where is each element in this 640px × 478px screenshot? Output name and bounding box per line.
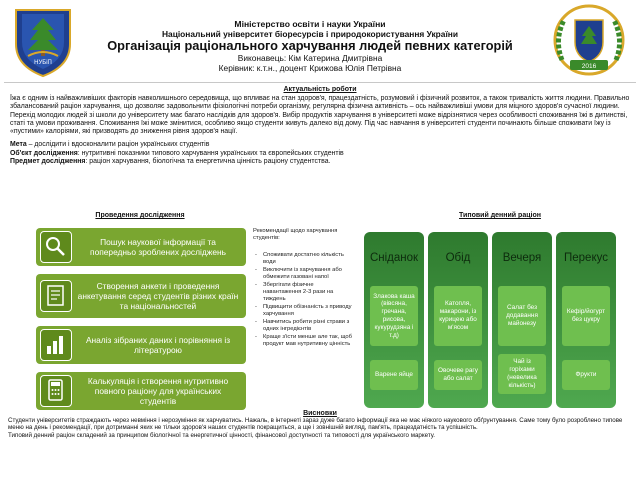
search-info-icon [40, 231, 72, 263]
goal-label: Мета [10, 141, 27, 149]
conclusions-section [8, 417, 632, 439]
recommendation-item: - Споживати достатню кількість води [253, 252, 353, 266]
meal-extra-card: Фрукти [562, 360, 610, 390]
research-step-label: Калькуляція і створення нутритивно повного раціону для українських студентів [87, 376, 229, 406]
recommendations-title: Рекомендації щодо харчування студентів: [253, 228, 338, 241]
meal-name: Обід [445, 252, 471, 264]
meal-main-card: Салат без додавання майонезу [498, 286, 546, 346]
conclusions-title: Висновки [303, 410, 337, 417]
recommendation-item: - Збергігати фізичне навантаження 2-3 рази на тиждень [253, 282, 353, 303]
meal-main-card: Кефір/йогурт без цукру [562, 286, 610, 346]
research-step-label: Аналіз зібраних даних і порівняння із літературою [85, 335, 231, 355]
research-step-label: Створення анкети і проведення анкетування серед студентів різних країн та національностей [77, 281, 239, 311]
meal-extra-card: Варене яйце [370, 360, 418, 390]
meal-extra-card: Чай із горіхами (невелика кількість) [498, 354, 546, 394]
object-text: : нутритивні показники типового харчування українських та європейських студентів [77, 149, 344, 157]
ration-title: Типовий денний раціон [459, 212, 541, 219]
object-line [10, 150, 632, 158]
research-steps [36, 228, 246, 418]
analysis-icon [40, 329, 72, 361]
goal-line [10, 141, 632, 149]
svg-text:НУБіП: НУБіП [34, 60, 52, 66]
research-step-2 [36, 274, 246, 318]
relevance-section [10, 95, 632, 166]
object-label: Об'єкт дослідження [10, 149, 78, 157]
meal-extra-card: Овочеве рагу або салат [434, 360, 482, 390]
conclusions-paragraph-1: Студенти університетів страждають через невміння і нерозуміння як харчуватись. Нажаль, в інтернеті зараз дуже багато інформації яка не має ніякого наукового обґрунтування. Саме тому було розроблено типове меню на день і рекомендації, при дотриманні яких не тільки здоров'я наших студентів покращиться, а ще і зовнішній вигляд, пам'ять, працездатність та успішність. [8, 417, 623, 432]
meal-breakfast [364, 232, 424, 408]
university-name: Національний університет біоресурсів і природокористування України [161, 29, 459, 39]
supervisor: Керівник: к.т.н., доцент Крижова Юлія Петрівна [218, 63, 402, 73]
goal-text: – дослідити і вдосконалити раціон українських студентів [26, 141, 210, 149]
relevance-paragraph-2: Перехід молодих людей зі школи до університету має багато наслідків для здоров'я. Вибір продуктів харчування в університеті може відрізнятися через особливості споживання їжі в дитинстві, статі та умови проживання. Споживання їжі може змінитися, особливо якщо студенти живуть далеко від дому. Під час навчання в університеті студенти починають більше споживати їжу із «пустими» калоріями, які призводять до зниження рівня здоров'я нації. [10, 111, 628, 136]
subject-line [10, 158, 632, 166]
meal-snack [556, 232, 616, 408]
meal-main-card: Катопля, макарони, із курицею або м'ясом [434, 286, 482, 346]
recommendation-item: - Виключити із харчування або обмежити газовані напої [253, 267, 353, 281]
meal-name: Перекус [564, 252, 608, 264]
relevance-title: Актуальність роботи [283, 86, 357, 93]
header-divider [4, 82, 636, 83]
recommendation-item: - Підвищити обізнаність з приводу харчування [253, 304, 353, 318]
poster-header [80, 19, 540, 73]
recommendations-list [253, 252, 353, 348]
subject-label: Предмет дослідження [10, 158, 86, 166]
recommendation-item: - Краще з'істи менше але так, щоб продукт мав нутритивну цінність [253, 334, 353, 348]
research-title: Проведення дослідження [95, 212, 185, 219]
research-step-label: Пошук наукової інформації та попередньо зроблених досліджень [90, 237, 226, 257]
recommendations [253, 228, 353, 349]
meal-name: Сніданок [369, 252, 419, 264]
svg-text:2016: 2016 [581, 63, 597, 70]
meal-lunch [428, 232, 488, 408]
calculator-icon [40, 375, 72, 407]
conference-logo [540, 2, 638, 78]
relevance-paragraph-1: Їжа є одним із найважливіших факторів навколишнього середовища, що впливає на стан здоров'я, працездатність, розумовий і фізичний розвиток, а також тривалість життя людини. Правильно збалансований раціон харчування, що дозволяє задовольнити фізіологічні потреби організму, регулярна фізична активність – ось найважливіші умови для міцного здоров'я сучасної людини. [10, 95, 630, 111]
meal-main-card: Злакова каша (вівсяна, гречана, рисова, кукурудзяна і т.д) [370, 286, 418, 346]
survey-icon [40, 280, 72, 312]
conclusions-paragraph-2: Типовий денний раціон складений за принципом біологічної та енергетичної цінності, фінансової доступності та типовості для українського маркету. [8, 431, 435, 439]
university-logo [8, 4, 78, 78]
research-step-3 [36, 326, 246, 364]
author: Виконавець: Кім Катерина Дмитрівна [237, 53, 383, 63]
recommendation-item: - Навчитись робити різні страви з одних інгредієнтів [253, 319, 353, 333]
subject-text: : раціон харчування, біологічна та енергетична цінність раціону студентства. [85, 158, 331, 166]
ministry-name: Міністерство освіти і науки України [234, 19, 386, 29]
research-step-1 [36, 228, 246, 266]
poster-title: Організація раціонального харчування людей певних категорій [107, 38, 513, 53]
meal-dinner [492, 232, 552, 408]
research-step-4 [36, 372, 246, 410]
meal-name: Вечеря [502, 252, 542, 264]
